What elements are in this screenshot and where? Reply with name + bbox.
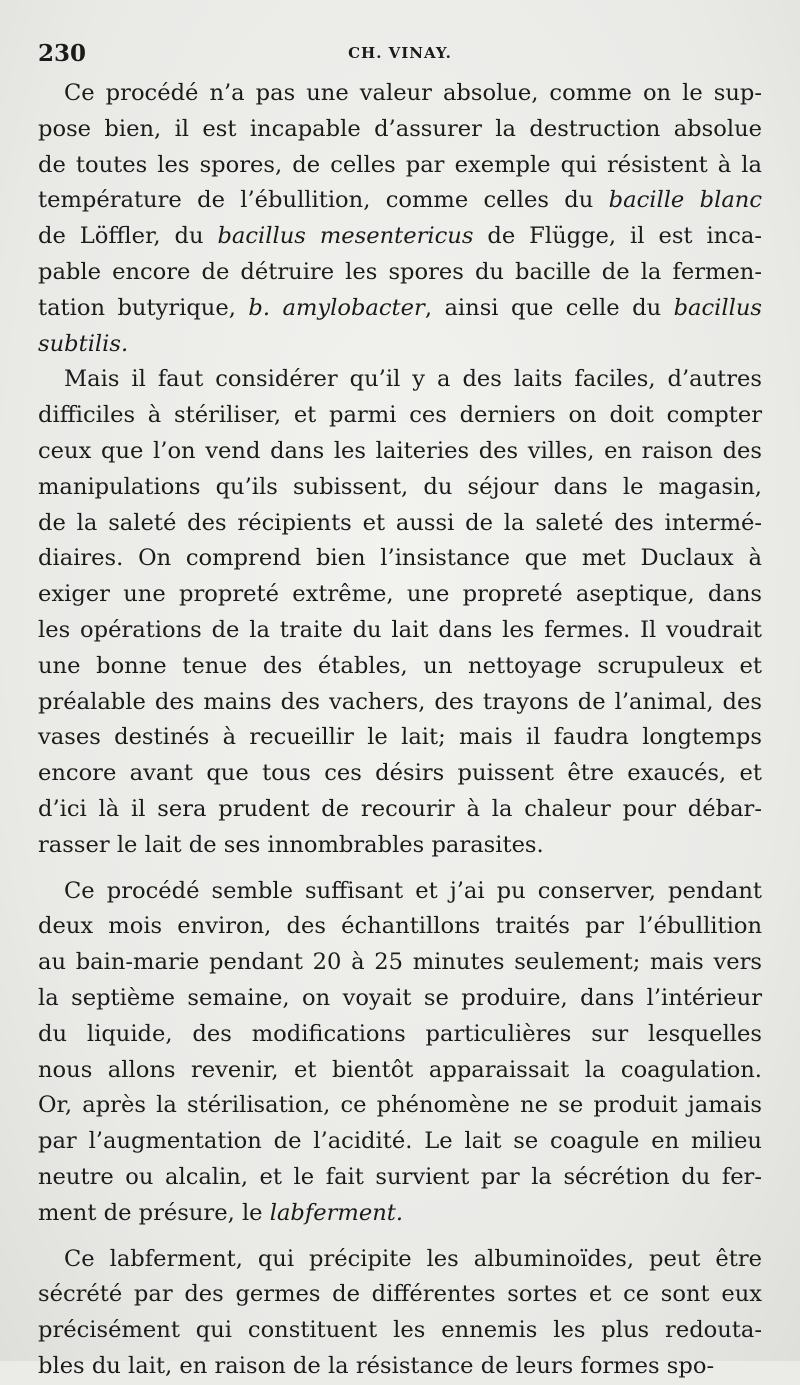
text-run: les opérations de la traite du lait dans les fermes. Il voudrait: [38, 616, 762, 643]
text-line: [38, 577, 762, 613]
text-run: de Löffler, du: [38, 223, 218, 250]
text-run: Mais il faut considérer qu’il y a des laits faciles, d’autres: [64, 366, 762, 393]
text-run: la septième semaine, on voyait se produire, dans l’intérieur: [38, 984, 762, 1011]
text-run: du liquide, des modifications particulières sur lesquelles: [38, 1020, 762, 1047]
text-run: de toutes les spores, de celles par exemple qui résistent à la: [38, 151, 762, 178]
text-run: précisément qui constituent les ennemis les plus redouta-: [38, 1317, 762, 1344]
text-line: [38, 76, 762, 112]
text-line: [38, 720, 762, 756]
text-run: par l’augmentation de l’acidité. Le lait se coagule en milieu: [38, 1128, 762, 1155]
text-line: [38, 1124, 762, 1160]
text-line: [38, 148, 762, 184]
text-line: [38, 112, 762, 148]
text-run: de la saleté des récipients et aussi de la saleté des intermé-: [38, 509, 762, 536]
text-line: [38, 1242, 762, 1278]
text-run: difficiles à stériliser, et parmi ces derniers on doit compter: [38, 402, 762, 429]
page-number: 230: [38, 40, 87, 67]
text-run: préalable des mains des vachers, des trayons de l’animal, des: [38, 688, 762, 715]
text-line: [38, 649, 762, 685]
paragraph: [38, 874, 762, 1232]
text-run: vases destinés à recueillir le lait; mais il faudra longtemps: [38, 724, 762, 751]
text-line: [38, 828, 762, 864]
text-line: [38, 434, 762, 470]
text-line: [38, 945, 762, 981]
text-line: [38, 1160, 762, 1196]
text-line: [38, 792, 762, 828]
text-run: température de l’ébullition, comme celles du: [38, 187, 609, 214]
italic-term: labferment.: [269, 1199, 404, 1226]
text-line: [38, 981, 762, 1017]
text-run: sécrété par des germes de différentes sortes et ce sont eux: [38, 1281, 762, 1308]
page-header: [38, 36, 762, 76]
text-line: [38, 685, 762, 721]
text-line: [38, 909, 762, 945]
text-run: Ce procédé semble suffisant et j’ai pu conserver, pendant: [64, 877, 762, 904]
text-run: pable encore de détruire les spores du bacille de la fermen-: [38, 258, 762, 285]
text-run: au bain-marie pendant 20 à 25 minutes seulement; mais vers: [38, 949, 762, 976]
text-run: neutre ou alcalin, et le fait survient par la sécrétion du fer-: [38, 1163, 762, 1190]
text-line: [38, 1088, 762, 1124]
text-line: [38, 327, 762, 363]
italic-term: bacillus mesentericus: [217, 223, 474, 250]
body-text: [38, 76, 762, 1385]
text-line: [38, 874, 762, 910]
italic-term: subtilis.: [38, 330, 129, 357]
text-run: deux mois environ, des échantillons traités par l’ébullition: [38, 913, 762, 940]
paragraph: [38, 1242, 762, 1385]
text-line: [38, 398, 762, 434]
text-line: [38, 756, 762, 792]
text-line: [38, 506, 762, 542]
text-line: [38, 1277, 762, 1313]
text-run: , ainsi que celle du: [424, 294, 674, 321]
italic-term: bacillus: [673, 294, 762, 321]
paragraph: [38, 362, 762, 863]
text-line: [38, 470, 762, 506]
text-line: [38, 541, 762, 577]
text-run: ceux que l’on vend dans les laiteries des villes, en raison des: [38, 437, 762, 464]
italic-term: b. amylobacter: [248, 294, 425, 321]
italic-term: bacille blanc: [608, 187, 762, 214]
text-run: Ce labferment, qui précipite les albuminoïdes, peut être: [64, 1245, 762, 1272]
text-run: rasser le lait de ses innombrables parasites.: [38, 831, 544, 858]
text-line: [38, 183, 762, 219]
text-run: nous allons revenir, et bientôt apparaissait la coagulation.: [38, 1056, 762, 1083]
text-line: [38, 1053, 762, 1089]
text-run: manipulations qu’ils subissent, du séjour dans le magasin,: [38, 473, 762, 500]
text-run: tation butyrique,: [38, 294, 249, 321]
text-line: [38, 362, 762, 398]
text-line: [38, 291, 762, 327]
text-run: ment de présure, le: [38, 1199, 270, 1226]
text-run: Ce procédé n’a pas une valeur absolue, comme on le sup-: [64, 80, 762, 106]
text-run: diaires. On comprend bien l’insistance que met Duclaux à: [38, 545, 762, 572]
text-line: [38, 255, 762, 291]
text-run: d’ici là il sera prudent de recourir à la chaleur pour débar-: [38, 795, 762, 822]
paragraph: [38, 76, 762, 362]
text-run: une bonne tenue des étables, un nettoyage scrupuleux et: [38, 652, 762, 679]
text-run: de Flügge, il est inca-: [473, 223, 762, 250]
text-line: [38, 1349, 762, 1385]
text-line: [38, 219, 762, 255]
text-run: pose bien, il est incapable d’assurer la destruction absolue: [38, 115, 762, 142]
text-line: [38, 1017, 762, 1053]
text-run: Or, après la stérilisation, ce phénomène ne se produit jamais: [38, 1092, 762, 1119]
text-line: [38, 1313, 762, 1349]
text-line: [38, 1196, 762, 1232]
text-run: exiger une propreté extrême, une propreté aseptique, dans: [38, 581, 762, 608]
running-head: CH. VINAY.: [348, 44, 452, 62]
text-run: bles du lait, en raison de la résistance de leurs formes spo-: [38, 1352, 715, 1379]
text-run: encore avant que tous ces désirs puissent être exaucés, et: [38, 760, 762, 787]
text-line: [38, 613, 762, 649]
